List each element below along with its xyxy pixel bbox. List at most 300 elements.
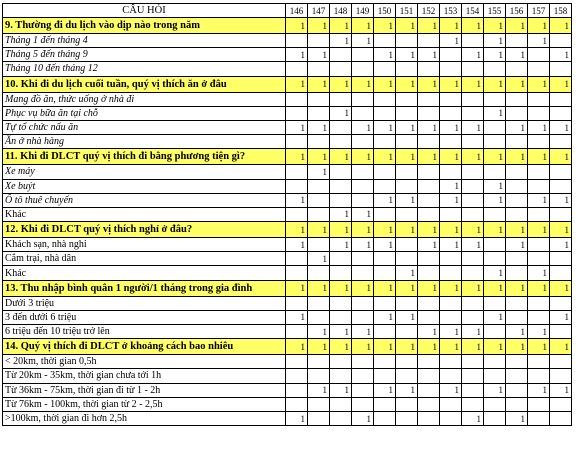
respondent-id-header: 148	[330, 4, 352, 18]
response-cell	[374, 355, 396, 369]
respondent-id-header: 158	[550, 4, 572, 18]
response-cell	[418, 383, 440, 397]
response-cell	[396, 369, 418, 383]
response-cell: 1	[308, 120, 330, 134]
response-cell	[550, 165, 572, 179]
response-cell: 1	[330, 207, 352, 221]
response-cell: 1	[286, 48, 308, 62]
respondent-id-header: 156	[506, 4, 528, 18]
response-cell	[506, 165, 528, 179]
response-cell	[330, 135, 352, 149]
response-cell	[506, 383, 528, 397]
response-cell: 1	[462, 76, 484, 92]
response-cell	[396, 397, 418, 411]
response-cell: 1	[484, 222, 506, 238]
question-row	[3, 280, 572, 296]
option-label: 6 triệu đến 10 triệu trở lên	[3, 325, 286, 339]
response-cell: 1	[418, 76, 440, 92]
response-cell	[374, 296, 396, 310]
response-cell: 1	[308, 165, 330, 179]
response-cell	[528, 179, 550, 193]
response-cell: 1	[440, 149, 462, 165]
response-cell	[396, 238, 418, 252]
response-cell: 1	[352, 149, 374, 165]
response-cell: 1	[286, 120, 308, 134]
response-cell: 1	[484, 106, 506, 120]
response-cell: 1	[330, 238, 352, 252]
response-cell	[286, 369, 308, 383]
response-cell	[462, 369, 484, 383]
response-cell	[462, 296, 484, 310]
response-cell: 1	[462, 48, 484, 62]
respondent-id-header: 147	[308, 4, 330, 18]
response-cell	[396, 92, 418, 106]
response-cell: 1	[550, 339, 572, 355]
answer-option-row	[3, 48, 572, 62]
response-cell: 1	[374, 120, 396, 134]
response-cell: 1	[396, 280, 418, 296]
response-cell	[308, 266, 330, 280]
response-cell: 1	[462, 238, 484, 252]
respondent-id-header: 153	[440, 4, 462, 18]
response-cell: 1	[330, 34, 352, 48]
response-cell	[286, 383, 308, 397]
response-cell	[330, 296, 352, 310]
response-cell	[286, 397, 308, 411]
response-cell: 1	[484, 280, 506, 296]
response-cell	[506, 135, 528, 149]
response-cell	[308, 34, 330, 48]
response-cell	[374, 207, 396, 221]
response-cell: 1	[528, 325, 550, 339]
response-cell	[286, 106, 308, 120]
response-cell	[484, 92, 506, 106]
response-cell	[506, 62, 528, 76]
response-cell: 1	[352, 238, 374, 252]
answer-option-row	[3, 207, 572, 221]
response-cell: 1	[286, 339, 308, 355]
answer-option-row	[3, 62, 572, 76]
response-cell: 1	[308, 18, 330, 34]
response-cell: 1	[484, 34, 506, 48]
response-cell	[396, 179, 418, 193]
response-cell: 1	[374, 193, 396, 207]
response-cell	[440, 135, 462, 149]
response-cell	[528, 369, 550, 383]
response-cell: 1	[418, 120, 440, 134]
survey-table	[2, 3, 572, 426]
response-cell: 1	[330, 76, 352, 92]
response-cell	[484, 62, 506, 76]
response-cell	[418, 296, 440, 310]
response-cell	[418, 310, 440, 324]
respondent-id-header: 150	[374, 4, 396, 18]
response-cell: 1	[286, 310, 308, 324]
response-cell: 1	[550, 383, 572, 397]
response-cell: 1	[352, 120, 374, 134]
response-cell: 1	[374, 280, 396, 296]
response-cell: 1	[440, 120, 462, 134]
response-cell	[330, 165, 352, 179]
response-cell: 1	[440, 325, 462, 339]
respondent-id-header: 152	[418, 4, 440, 18]
response-cell	[528, 62, 550, 76]
response-cell	[462, 355, 484, 369]
response-cell	[528, 207, 550, 221]
answer-option-row	[3, 252, 572, 266]
question-label: 9. Thường đi du lịch vào dịp nào trong năm	[3, 18, 286, 34]
response-cell: 1	[418, 339, 440, 355]
response-cell	[352, 165, 374, 179]
response-cell	[440, 296, 462, 310]
answer-option-row	[3, 310, 572, 324]
response-cell	[330, 179, 352, 193]
response-cell	[352, 48, 374, 62]
response-cell	[308, 135, 330, 149]
response-cell	[330, 411, 352, 425]
response-cell: 1	[352, 76, 374, 92]
response-cell	[418, 62, 440, 76]
response-cell	[484, 325, 506, 339]
response-cell: 1	[506, 280, 528, 296]
question-row	[3, 339, 572, 355]
response-cell	[308, 106, 330, 120]
response-cell	[374, 325, 396, 339]
response-cell: 1	[352, 411, 374, 425]
response-cell: 1	[484, 48, 506, 62]
response-cell	[506, 106, 528, 120]
response-cell: 1	[330, 18, 352, 34]
response-cell	[550, 266, 572, 280]
response-cell	[352, 355, 374, 369]
response-cell	[462, 266, 484, 280]
response-cell: 1	[440, 383, 462, 397]
response-cell: 1	[462, 222, 484, 238]
answer-option-row	[3, 411, 572, 425]
response-cell	[506, 207, 528, 221]
response-cell	[308, 411, 330, 425]
response-cell: 1	[462, 18, 484, 34]
response-cell: 1	[374, 76, 396, 92]
response-cell	[484, 369, 506, 383]
respondent-id-header: 154	[462, 4, 484, 18]
option-label: Xe máy	[3, 165, 286, 179]
response-cell	[418, 165, 440, 179]
response-cell	[528, 397, 550, 411]
response-cell	[550, 34, 572, 48]
response-cell	[286, 355, 308, 369]
question-label: 12. Khi đi DLCT quý vị thích nghỉ ở đâu?	[3, 222, 286, 238]
header-row	[3, 4, 572, 18]
response-cell	[440, 266, 462, 280]
option-label: Cắm trại, nhà dân	[3, 252, 286, 266]
response-cell	[374, 266, 396, 280]
response-cell	[396, 411, 418, 425]
option-label: Ô tô thuê chuyến	[3, 193, 286, 207]
answer-option-row	[3, 266, 572, 280]
option-label: Ăn ở nhà hàng	[3, 135, 286, 149]
option-label: < 20km, thời gian 0,5h	[3, 355, 286, 369]
response-cell	[308, 193, 330, 207]
response-cell: 1	[396, 266, 418, 280]
option-label: Từ 36km - 75km, thời gian đi từ 1 - 2h	[3, 383, 286, 397]
response-cell: 1	[528, 222, 550, 238]
response-cell: 1	[484, 266, 506, 280]
question-label: 10. Khi đi du lịch cuối tuần, quý vị thích ăn ở đâu	[3, 76, 286, 92]
response-cell	[462, 179, 484, 193]
option-label: 3 đến dưới 6 triệu	[3, 310, 286, 324]
response-cell	[528, 92, 550, 106]
response-cell: 1	[286, 280, 308, 296]
answer-option-row	[3, 92, 572, 106]
response-cell: 1	[308, 149, 330, 165]
response-cell	[484, 207, 506, 221]
response-cell	[308, 207, 330, 221]
answer-option-row	[3, 397, 572, 411]
response-cell	[418, 193, 440, 207]
response-cell: 1	[550, 193, 572, 207]
response-cell: 1	[396, 48, 418, 62]
response-cell: 1	[396, 310, 418, 324]
response-cell	[308, 238, 330, 252]
response-cell: 1	[308, 76, 330, 92]
response-cell	[550, 411, 572, 425]
response-cell	[330, 120, 352, 134]
response-cell	[506, 34, 528, 48]
response-cell: 1	[528, 149, 550, 165]
response-cell	[374, 62, 396, 76]
response-cell	[330, 355, 352, 369]
response-cell	[550, 179, 572, 193]
question-row	[3, 76, 572, 92]
response-cell	[286, 179, 308, 193]
response-cell: 1	[528, 280, 550, 296]
question-label: 11. Khi đi DLCT quý vị thích đi bằng phương tiện gì?	[3, 149, 286, 165]
response-cell: 1	[506, 76, 528, 92]
response-cell: 1	[396, 339, 418, 355]
response-cell: 1	[484, 76, 506, 92]
answer-option-row	[3, 135, 572, 149]
response-cell	[418, 355, 440, 369]
response-cell: 1	[352, 222, 374, 238]
response-cell	[440, 62, 462, 76]
response-cell	[484, 238, 506, 252]
response-cell	[506, 296, 528, 310]
response-cell: 1	[484, 18, 506, 34]
response-cell	[308, 179, 330, 193]
response-cell	[330, 62, 352, 76]
response-cell	[462, 92, 484, 106]
response-cell: 1	[418, 18, 440, 34]
response-cell	[286, 92, 308, 106]
question-label: 13. Thu nhập bình quân 1 người/1 tháng trong gia đình	[3, 280, 286, 296]
response-cell: 1	[352, 207, 374, 221]
response-cell	[462, 135, 484, 149]
option-label: >100km, thời gian đi hơn 2,5h	[3, 411, 286, 425]
response-cell: 1	[462, 120, 484, 134]
response-cell	[286, 296, 308, 310]
response-cell	[528, 355, 550, 369]
response-cell	[550, 92, 572, 106]
response-cell: 1	[330, 280, 352, 296]
response-cell: 1	[506, 222, 528, 238]
response-cell	[462, 193, 484, 207]
response-cell	[550, 325, 572, 339]
response-cell: 1	[550, 238, 572, 252]
option-label: Từ 20km - 35km, thời gian chưa tới 1h	[3, 369, 286, 383]
response-cell: 1	[308, 48, 330, 62]
response-cell: 1	[308, 222, 330, 238]
response-cell: 1	[374, 383, 396, 397]
response-cell	[550, 252, 572, 266]
response-cell	[374, 135, 396, 149]
response-cell: 1	[506, 325, 528, 339]
response-cell: 1	[528, 120, 550, 134]
response-cell: 1	[484, 149, 506, 165]
response-cell: 1	[506, 411, 528, 425]
response-cell	[286, 165, 308, 179]
response-cell	[352, 106, 374, 120]
response-cell: 1	[286, 149, 308, 165]
option-label: Khác	[3, 207, 286, 221]
response-cell: 1	[528, 193, 550, 207]
response-cell: 1	[550, 280, 572, 296]
response-cell	[418, 397, 440, 411]
response-cell	[528, 296, 550, 310]
response-cell	[440, 397, 462, 411]
response-cell: 1	[528, 76, 550, 92]
response-cell: 1	[418, 48, 440, 62]
response-cell: 1	[330, 383, 352, 397]
response-cell: 1	[286, 76, 308, 92]
response-cell: 1	[396, 383, 418, 397]
response-cell: 1	[506, 120, 528, 134]
response-cell	[440, 106, 462, 120]
response-cell: 1	[374, 48, 396, 62]
response-cell	[418, 179, 440, 193]
response-cell	[352, 383, 374, 397]
response-cell	[352, 179, 374, 193]
response-cell: 1	[528, 18, 550, 34]
answer-option-row	[3, 193, 572, 207]
response-cell	[352, 252, 374, 266]
response-cell	[440, 207, 462, 221]
response-cell	[528, 165, 550, 179]
response-cell: 1	[330, 325, 352, 339]
response-cell	[506, 179, 528, 193]
response-cell	[330, 266, 352, 280]
response-cell: 1	[396, 120, 418, 134]
option-label: Tháng 10 đến tháng 12	[3, 62, 286, 76]
answer-option-row	[3, 383, 572, 397]
response-cell	[550, 62, 572, 76]
respondent-id-header: 149	[352, 4, 374, 18]
response-cell	[418, 92, 440, 106]
response-cell: 1	[550, 120, 572, 134]
response-cell	[440, 92, 462, 106]
response-cell: 1	[440, 238, 462, 252]
response-cell	[440, 310, 462, 324]
option-label: Dưới 3 triệu	[3, 296, 286, 310]
option-label: Phục vụ bữa ăn tại chỗ	[3, 106, 286, 120]
response-cell	[484, 252, 506, 266]
response-cell: 1	[286, 238, 308, 252]
response-cell	[374, 397, 396, 411]
response-cell: 1	[440, 76, 462, 92]
response-cell	[528, 310, 550, 324]
response-cell	[374, 369, 396, 383]
response-cell	[550, 135, 572, 149]
response-cell: 1	[374, 149, 396, 165]
question-row	[3, 149, 572, 165]
option-label: Khách sạn, nhà nghỉ	[3, 238, 286, 252]
response-cell	[528, 238, 550, 252]
response-cell	[418, 135, 440, 149]
respondent-id-header: 155	[484, 4, 506, 18]
response-cell	[374, 92, 396, 106]
response-cell	[484, 165, 506, 179]
answer-option-row	[3, 106, 572, 120]
question-row	[3, 222, 572, 238]
response-cell: 1	[330, 149, 352, 165]
response-cell	[330, 310, 352, 324]
response-cell	[286, 62, 308, 76]
response-cell: 1	[440, 280, 462, 296]
response-cell: 1	[506, 149, 528, 165]
response-cell	[484, 411, 506, 425]
response-cell	[308, 92, 330, 106]
response-cell	[330, 252, 352, 266]
response-cell	[550, 397, 572, 411]
response-cell	[418, 411, 440, 425]
response-cell: 1	[352, 339, 374, 355]
response-cell	[396, 355, 418, 369]
response-cell	[286, 207, 308, 221]
response-cell: 1	[440, 34, 462, 48]
response-cell: 1	[352, 280, 374, 296]
response-cell	[396, 62, 418, 76]
response-cell: 1	[506, 48, 528, 62]
response-cell	[484, 397, 506, 411]
response-cell	[286, 135, 308, 149]
question-label: 14. Quý vị thích đi DLCT ở khoảng cách bao nhiêu	[3, 339, 286, 355]
response-cell	[506, 92, 528, 106]
option-label: Khác	[3, 266, 286, 280]
response-cell	[330, 369, 352, 383]
response-cell	[352, 62, 374, 76]
response-cell: 1	[330, 339, 352, 355]
response-cell	[330, 92, 352, 106]
respondent-id-header: 151	[396, 4, 418, 18]
response-cell: 1	[462, 325, 484, 339]
response-cell	[396, 325, 418, 339]
response-cell	[506, 369, 528, 383]
response-cell	[352, 310, 374, 324]
response-cell	[462, 165, 484, 179]
response-cell	[484, 120, 506, 134]
response-cell	[418, 106, 440, 120]
response-cell	[308, 355, 330, 369]
answer-option-row	[3, 238, 572, 252]
response-cell: 1	[352, 18, 374, 34]
response-cell	[506, 266, 528, 280]
response-cell: 1	[396, 222, 418, 238]
response-cell	[462, 34, 484, 48]
response-cell	[374, 179, 396, 193]
response-cell: 1	[528, 266, 550, 280]
response-cell: 1	[550, 18, 572, 34]
response-cell	[286, 34, 308, 48]
